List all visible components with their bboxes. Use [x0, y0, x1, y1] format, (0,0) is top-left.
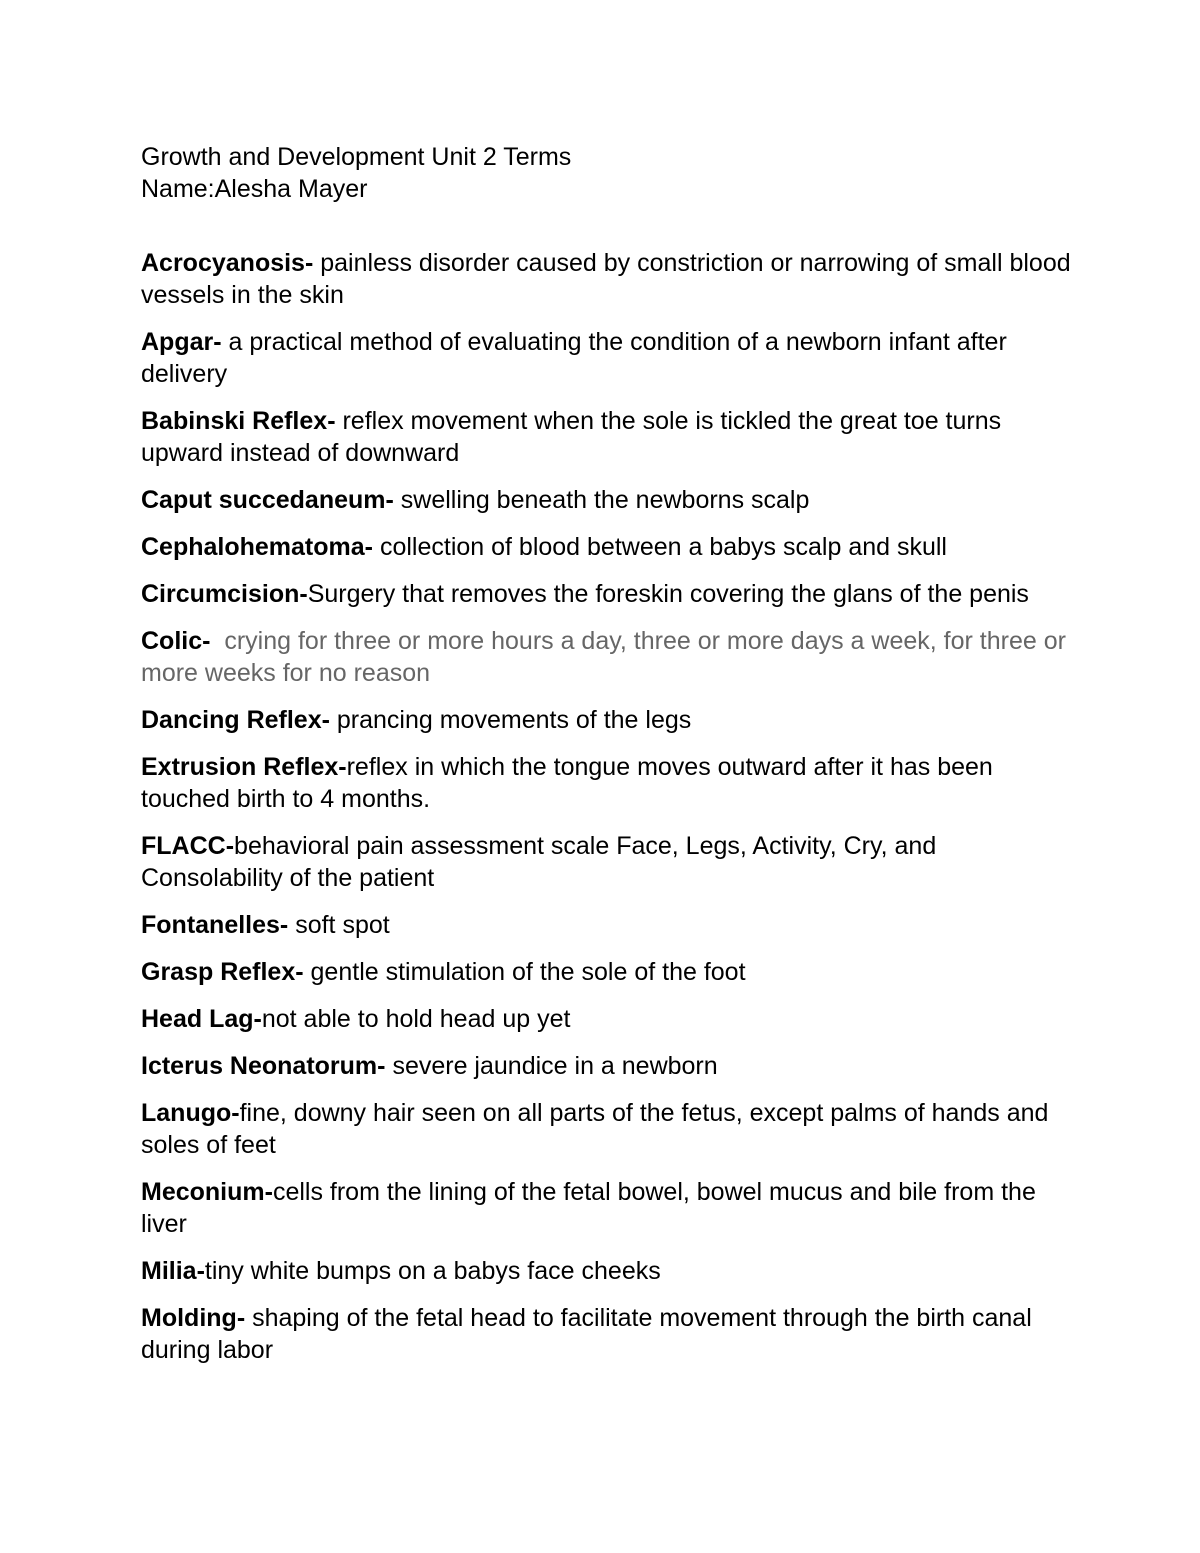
- term-separator: -: [196, 1257, 205, 1285]
- term-label: Molding: [141, 1304, 237, 1332]
- term-separator: -: [327, 407, 343, 435]
- term-label: FLACC: [141, 832, 226, 860]
- term-definition: a practical method of evaluating the condition of a newborn infant after delivery: [141, 328, 1007, 388]
- term-label: Dancing Reflex: [141, 706, 322, 734]
- term-entry-milia: [141, 1255, 1081, 1287]
- term-entry-apgar: [141, 326, 1081, 390]
- term-definition: not able to hold head up yet: [261, 1005, 571, 1033]
- term-entry-lanugo: [141, 1097, 1081, 1161]
- term-separator: -: [225, 832, 235, 860]
- term-separator: -: [202, 627, 225, 655]
- term-label: Milia: [141, 1257, 197, 1285]
- term-separator: -: [264, 1178, 273, 1206]
- term-entry-dancing-reflex: [141, 704, 1081, 736]
- term-entry-babinski-reflex: [141, 405, 1081, 469]
- term-label: Grasp Reflex: [141, 958, 296, 986]
- term-label: Colic: [141, 627, 203, 655]
- term-definition: gentle stimulation of the sole of the foot: [310, 958, 746, 986]
- term-definition: painless disorder caused by constriction or narrowing of small blood vessels in the skin: [141, 249, 1071, 309]
- term-entry-grasp-reflex: [141, 956, 1081, 988]
- term-definition: tiny white bumps on a babys face cheeks: [204, 1257, 661, 1285]
- term-label: Acrocyanosis: [141, 249, 305, 277]
- term-definition: crying for three or more hours a day, three or more days a week, for three or more weeks for no reason: [141, 627, 1066, 687]
- term-label: Circumcision-: [141, 580, 308, 608]
- term-label: Fontanelles: [141, 911, 280, 939]
- term-separator: -: [304, 249, 321, 277]
- term-label: Extrusion Reflex: [141, 753, 339, 781]
- term-separator: -: [295, 958, 311, 986]
- term-definition: reflex movement when the sole is tickled the great toe turns upward instead of downward: [141, 407, 1002, 467]
- term-entry-acrocyanosis: [141, 247, 1081, 311]
- term-separator: -: [385, 486, 401, 514]
- term-entry-icterus-neonatorum: [141, 1050, 1081, 1082]
- term-separator: -: [364, 533, 380, 561]
- term-separator: -: [321, 706, 337, 734]
- term-label: Babinski Reflex: [141, 407, 328, 435]
- term-entry-circumcision: [141, 578, 1081, 610]
- term-entry-head-lag: [141, 1003, 1081, 1035]
- term-entry-colic: [141, 625, 1081, 689]
- document-title: Growth and Development Unit 2 Terms: [141, 143, 572, 171]
- term-separator: -: [338, 753, 347, 781]
- term-definition: collection of blood between a babys scalp and skull: [379, 533, 947, 561]
- term-entry-cephalohematoma: [141, 531, 1081, 563]
- term-definition: shaping of the fetal head to facilitate movement through the birth canal during labor: [141, 1304, 1032, 1364]
- term-definition: prancing movements of the legs: [336, 706, 692, 734]
- term-label: Apgar: [141, 328, 214, 356]
- term-separator: -: [253, 1005, 262, 1033]
- term-label: Head Lag: [141, 1005, 254, 1033]
- term-separator: -: [377, 1052, 393, 1080]
- term-label: Meconium: [141, 1178, 265, 1206]
- term-definition: soft spot: [295, 911, 390, 939]
- term-definition: severe jaundice in a newborn: [392, 1052, 718, 1080]
- term-entry-meconium: [141, 1176, 1081, 1240]
- term-definition: Surgery that removes the foreskin covering the glans of the penis: [307, 580, 1029, 608]
- term-definition: reflex in which the tongue moves outward after it has been touched birth to 4 months.: [141, 753, 993, 813]
- term-definition: fine, downy hair seen on all parts of the fetus, except palms of hands and soles of feet: [141, 1099, 1049, 1159]
- term-label: Cephalohematoma: [141, 533, 365, 561]
- document-body: [141, 141, 1081, 1381]
- term-list: [141, 247, 1081, 1366]
- term-entry-extrusion-reflex: [141, 751, 1081, 815]
- term-label: Icterus Neonatorum: [141, 1052, 378, 1080]
- term-definition: behavioral pain assessment scale Face, Legs, Activity, Cry, and Consolability of the patient: [141, 832, 937, 892]
- term-entry-caput-succedaneum: [141, 484, 1081, 516]
- term-entry-flacc: [141, 830, 1081, 894]
- term-definition: swelling beneath the newborns scalp: [400, 486, 810, 514]
- term-separator: -: [236, 1304, 253, 1332]
- term-label: Caput succedaneum: [141, 486, 386, 514]
- term-entry-fontanelles: [141, 909, 1081, 941]
- term-label: Lanugo-: [141, 1099, 240, 1127]
- term-separator: -: [279, 911, 296, 939]
- term-entry-molding: [141, 1302, 1081, 1366]
- header-spacer: [141, 205, 1081, 247]
- term-separator: -: [213, 328, 229, 356]
- term-definition: cells from the lining of the fetal bowel, bowel mucus and bile from the liver: [141, 1178, 1036, 1238]
- student-name-line: Name:Alesha Mayer: [141, 175, 368, 203]
